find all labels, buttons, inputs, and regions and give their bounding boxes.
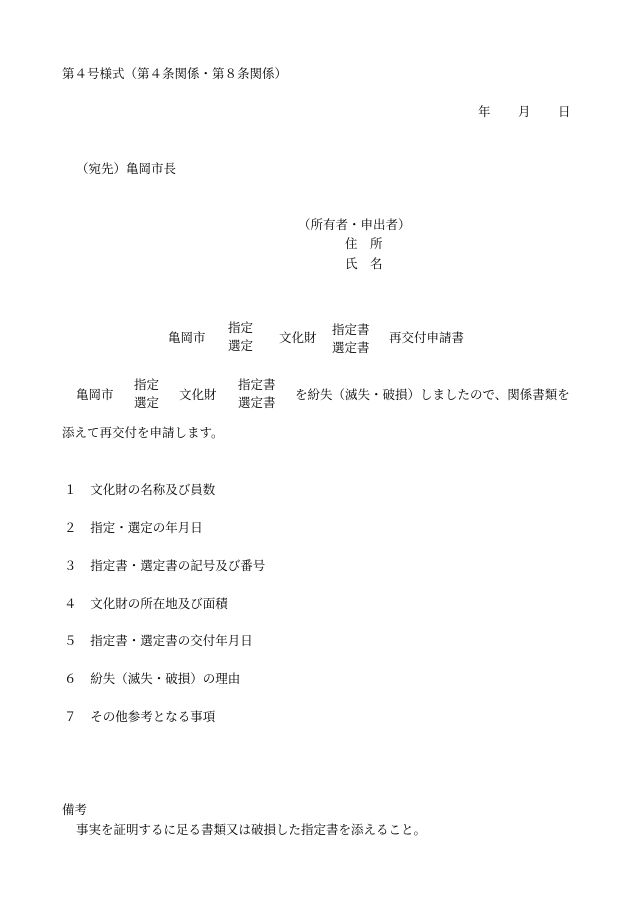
body-property: 文化財: [179, 387, 217, 402]
item-number: ２: [64, 520, 77, 535]
item-number: ３: [64, 558, 77, 573]
body-designation-bottom: 選定: [134, 395, 160, 411]
item-text: 紛失（滅失・破損）の理由: [90, 671, 241, 686]
list-item: [64, 558, 265, 573]
list-item: [64, 482, 215, 497]
date-year: 年: [478, 104, 491, 119]
item-number: ７: [64, 709, 77, 724]
title-property: 文化財: [279, 330, 317, 345]
list-item: [64, 633, 253, 648]
body-designation-choice: [134, 376, 159, 412]
form-number: 第４号様式（第４条関係・第８条関係）: [62, 66, 288, 81]
title-designation-choice: [228, 319, 253, 355]
body-city: 亀岡市: [76, 387, 114, 402]
item-number: ６: [64, 671, 77, 686]
title-certificate-top: 指定書: [332, 322, 370, 337]
list-item: [64, 520, 203, 535]
item-text: その他参考となる事項: [90, 709, 216, 724]
list-item: [64, 709, 215, 724]
applicant-address-label: 住 所: [345, 236, 383, 251]
body-certificate-top: 指定書: [238, 377, 276, 392]
item-text: 文化財の名称及び員数: [90, 482, 216, 497]
item-text: 指定書・選定書の交付年月日: [90, 633, 253, 648]
body-certificate-bottom: 選定書: [238, 395, 276, 411]
list-item: [64, 596, 228, 611]
applicant-heading: （所有者・申出者）: [298, 217, 411, 232]
remarks-heading: 備考: [62, 802, 88, 817]
item-text: 指定書・選定書の記号及び番号: [90, 558, 266, 573]
body-line1-rest: を紛失（滅失・破損）しましたので、関係書類を: [295, 387, 570, 402]
title-certificate-bottom: 選定書: [332, 340, 370, 356]
date-line: [478, 104, 571, 119]
applicant-name-label: 氏 名: [345, 256, 383, 271]
title-certificate-choice: [332, 321, 370, 357]
list-item: [64, 671, 240, 686]
item-number: １: [64, 482, 77, 497]
title-city: 亀岡市: [168, 330, 206, 345]
date-day: 日: [558, 104, 571, 119]
body-line2: 添えて再交付を申請します。: [62, 425, 224, 440]
body-certificate-choice: [238, 376, 276, 412]
item-text: 文化財の所在地及び面積: [90, 596, 228, 611]
title-designation-top: 指定: [228, 320, 254, 335]
body-designation-top: 指定: [134, 377, 160, 392]
remarks-text: 事実を証明するに足る書類又は破損した指定書を添えること。: [76, 822, 427, 837]
title-suffix: 再交付申請書: [389, 330, 465, 345]
addressee: （宛先）亀岡市長: [76, 161, 177, 176]
title-designation-bottom: 選定: [228, 338, 254, 354]
item-number: ４: [64, 596, 77, 611]
item-number: ５: [64, 633, 77, 648]
item-text: 指定・選定の年月日: [90, 520, 203, 535]
date-month: 月: [518, 104, 531, 119]
